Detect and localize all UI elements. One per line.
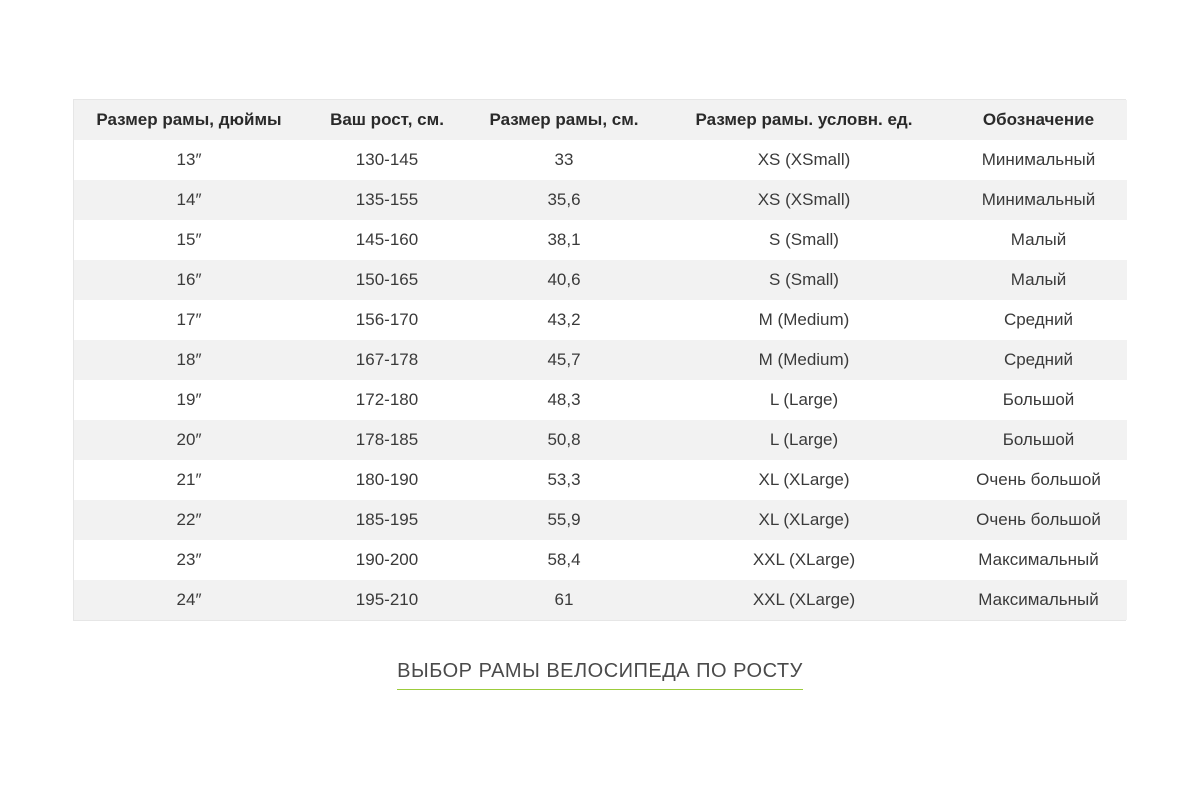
frame-size-table-container <box>73 99 1126 621</box>
table-row <box>74 260 1127 300</box>
cell-frame-inches: 19″ <box>74 380 304 420</box>
cell-frame-cm: 43,2 <box>470 300 658 340</box>
table-row <box>74 300 1127 340</box>
cell-designation: Большой <box>950 420 1127 460</box>
cell-frame-inches: 24″ <box>74 580 304 620</box>
cell-frame-cm: 48,3 <box>470 380 658 420</box>
header-frame-size-units: Размер рамы. условн. ед. <box>658 100 950 140</box>
cell-height: 178-185 <box>304 420 470 460</box>
table-row <box>74 540 1127 580</box>
cell-frame-cm: 40,6 <box>470 260 658 300</box>
cell-height: 172-180 <box>304 380 470 420</box>
header-designation: Обозначение <box>950 100 1127 140</box>
cell-frame-units: XXL (XLarge) <box>658 540 950 580</box>
cell-frame-inches: 16″ <box>74 260 304 300</box>
cell-height: 135-155 <box>304 180 470 220</box>
cell-frame-inches: 21″ <box>74 460 304 500</box>
table-row <box>74 180 1127 220</box>
cell-height: 145-160 <box>304 220 470 260</box>
cell-designation: Большой <box>950 380 1127 420</box>
cell-frame-units: XL (XLarge) <box>658 500 950 540</box>
cell-frame-cm: 38,1 <box>470 220 658 260</box>
cell-frame-inches: 14″ <box>74 180 304 220</box>
cell-height: 180-190 <box>304 460 470 500</box>
cell-frame-cm: 35,6 <box>470 180 658 220</box>
cell-frame-units: S (Small) <box>658 260 950 300</box>
table-header-row <box>74 100 1127 140</box>
cell-frame-inches: 18″ <box>74 340 304 380</box>
cell-frame-cm: 58,4 <box>470 540 658 580</box>
cell-height: 167-178 <box>304 340 470 380</box>
cell-designation: Малый <box>950 220 1127 260</box>
cell-designation: Малый <box>950 260 1127 300</box>
cell-frame-units: L (Large) <box>658 380 950 420</box>
table-row <box>74 580 1127 620</box>
table-row <box>74 140 1127 180</box>
cell-height: 195-210 <box>304 580 470 620</box>
cell-designation: Очень большой <box>950 460 1127 500</box>
cell-frame-units: XS (XSmall) <box>658 180 950 220</box>
cell-height: 185-195 <box>304 500 470 540</box>
cell-designation: Средний <box>950 300 1127 340</box>
cell-frame-inches: 15″ <box>74 220 304 260</box>
cell-frame-units: S (Small) <box>658 220 950 260</box>
cell-frame-inches: 13″ <box>74 140 304 180</box>
table-body <box>74 140 1127 620</box>
cell-frame-cm: 33 <box>470 140 658 180</box>
cell-frame-inches: 17″ <box>74 300 304 340</box>
cell-height: 130-145 <box>304 140 470 180</box>
cell-frame-cm: 50,8 <box>470 420 658 460</box>
cell-designation: Минимальный <box>950 140 1127 180</box>
cell-frame-units: XS (XSmall) <box>658 140 950 180</box>
table-row <box>74 420 1127 460</box>
cell-designation: Максимальный <box>950 540 1127 580</box>
cell-frame-inches: 20″ <box>74 420 304 460</box>
cell-designation: Минимальный <box>950 180 1127 220</box>
header-frame-size-cm: Размер рамы, см. <box>470 100 658 140</box>
header-frame-size-inches: Размер рамы, дюймы <box>74 100 304 140</box>
table-row <box>74 500 1127 540</box>
table-row <box>74 380 1127 420</box>
cell-frame-cm: 61 <box>470 580 658 620</box>
cell-frame-units: M (Medium) <box>658 340 950 380</box>
cell-frame-inches: 22″ <box>74 500 304 540</box>
cell-height: 150-165 <box>304 260 470 300</box>
caption-title: ВЫБОР РАМЫ ВЕЛОСИПЕДА ПО РОСТУ <box>397 660 803 690</box>
cell-frame-units: XXL (XLarge) <box>658 580 950 620</box>
cell-frame-cm: 55,9 <box>470 500 658 540</box>
table-header <box>74 100 1127 140</box>
cell-frame-units: M (Medium) <box>658 300 950 340</box>
caption-container <box>0 660 1200 690</box>
cell-designation: Максимальный <box>950 580 1127 620</box>
cell-frame-units: XL (XLarge) <box>658 460 950 500</box>
table-row <box>74 340 1127 380</box>
cell-frame-inches: 23″ <box>74 540 304 580</box>
header-height-cm: Ваш рост, см. <box>304 100 470 140</box>
cell-height: 190-200 <box>304 540 470 580</box>
frame-size-table <box>74 100 1127 620</box>
cell-designation: Очень большой <box>950 500 1127 540</box>
cell-frame-cm: 53,3 <box>470 460 658 500</box>
table-row <box>74 220 1127 260</box>
cell-designation: Средний <box>950 340 1127 380</box>
cell-height: 156-170 <box>304 300 470 340</box>
table-row <box>74 460 1127 500</box>
cell-frame-cm: 45,7 <box>470 340 658 380</box>
cell-frame-units: L (Large) <box>658 420 950 460</box>
